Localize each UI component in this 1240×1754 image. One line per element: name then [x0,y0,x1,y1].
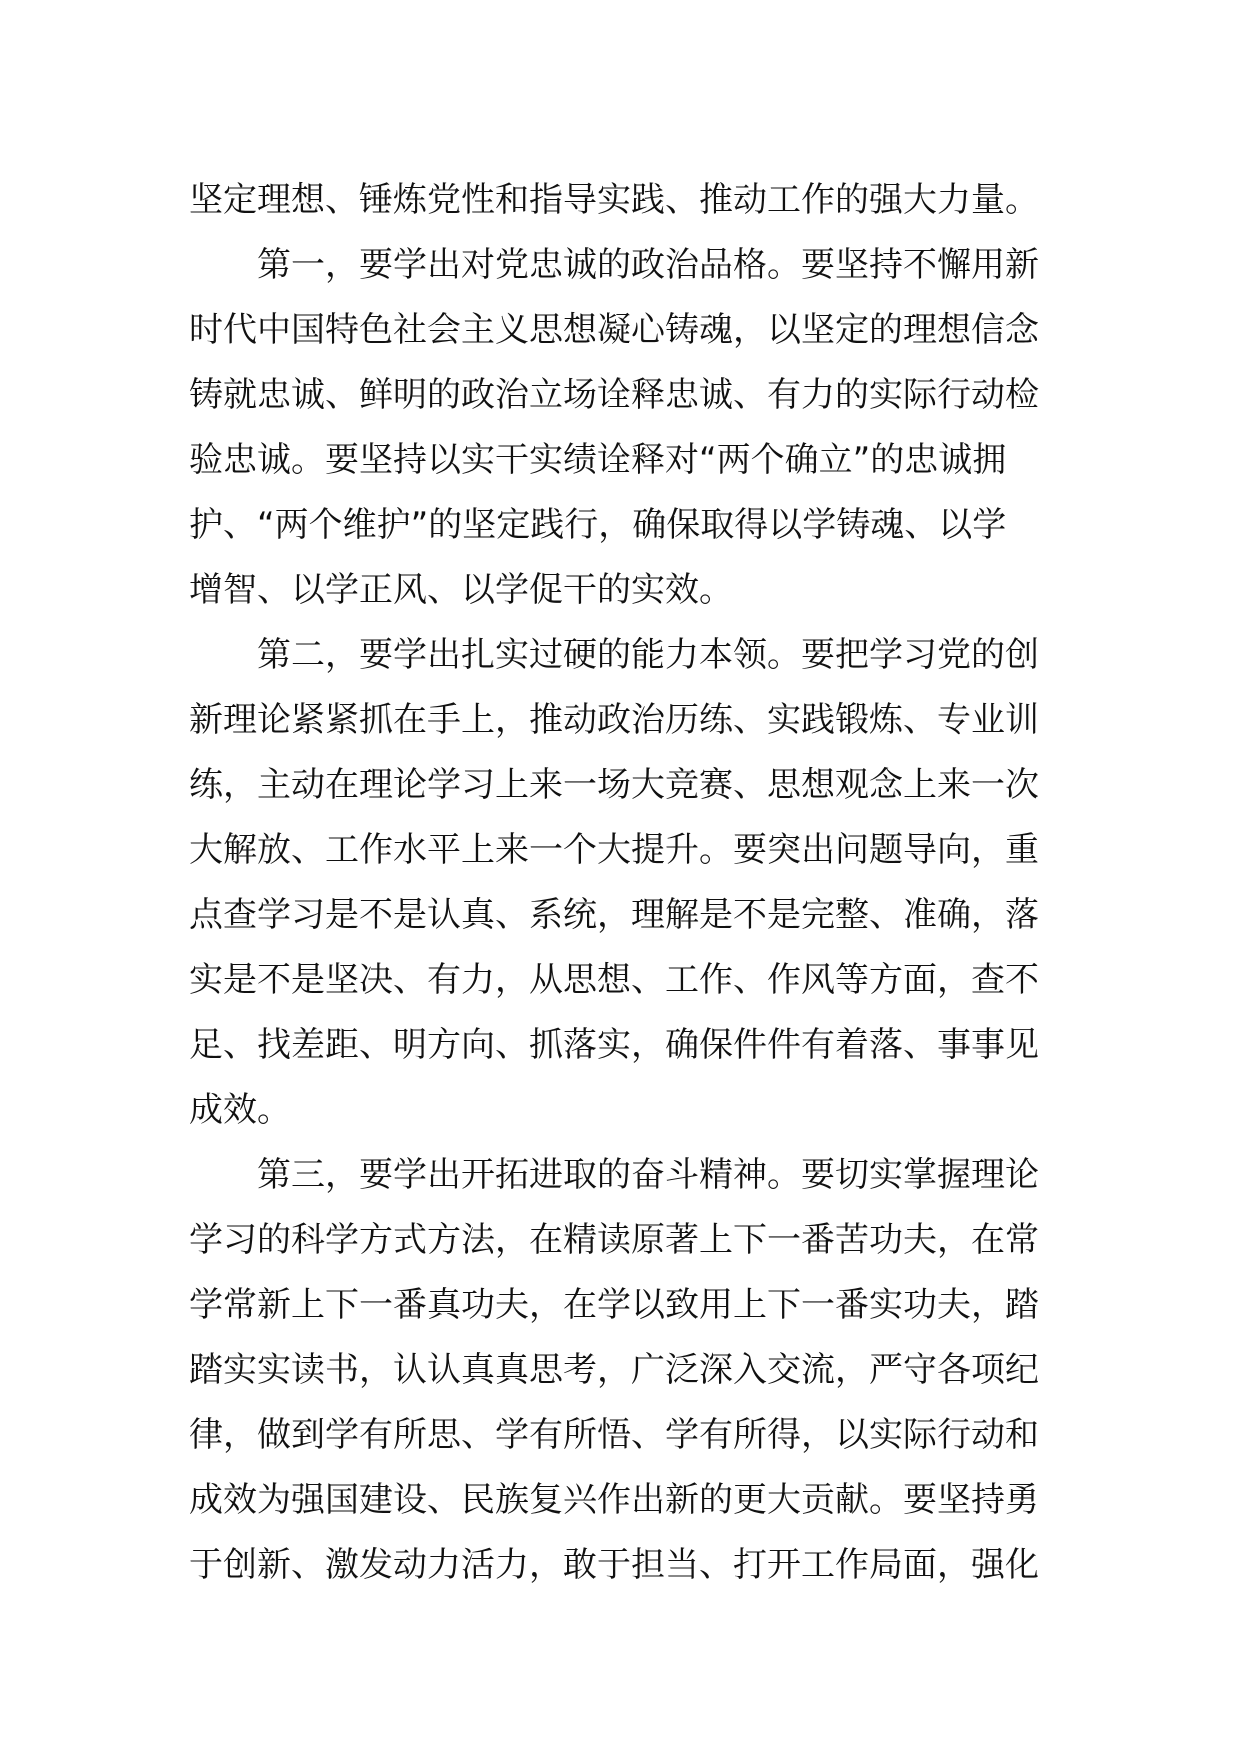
text-line-22: 于创新、激发动力活力，敢于担当、打开工作局面，强化 [189,1545,1039,1585]
text-line-18: 学常新上下一番真功夫，在学以致用上下一番实功夫，踏 [189,1285,1039,1325]
text-line-5: 验忠诚。要坚持以实干实绩诠释对“两个确立”的忠诚拥 [189,440,1007,480]
text-line-3: 时代中国特色社会主义思想凝心铸魂，以坚定的理想信念 [189,310,1039,350]
text-line-13: 实是不是坚决、有力，从思想、工作、作风等方面，查不 [189,960,1039,1000]
paragraph-second-heading-line: 第二，要学出扎实过硬的能力本领。要把学习党的创 [257,635,1039,675]
text-line-7: 增智、以学正风、以学促干的实效。 [189,570,733,610]
text-line-21: 成效为强国建设、民族复兴作出新的更大贡献。要坚持勇 [189,1480,1039,1520]
document-body-text [189,168,1061,1598]
text-line-1: 坚定理想、锤炼党性和指导实践、推动工作的强大力量。 [189,180,1039,220]
text-line-12: 点查学习是不是认真、系统，理解是不是完整、准确，落 [189,895,1039,935]
text-line-6: 护、“两个维护”的坚定践行，确保取得以学铸魂、以学 [189,505,1007,545]
text-line-4: 铸就忠诚、鲜明的政治立场诠释忠诚、有力的实际行动检 [189,375,1039,415]
paragraph-first-heading-line: 第一，要学出对党忠诚的政治品格。要坚持不懈用新 [257,245,1039,285]
paragraph-third-heading-line: 第三，要学出开拓进取的奋斗精神。要切实掌握理论 [257,1155,1039,1195]
text-line-10: 练，主动在理论学习上来一场大竞赛、思想观念上来一次 [189,765,1039,805]
text-line-20: 律，做到学有所思、学有所悟、学有所得，以实际行动和 [189,1415,1039,1455]
text-line-9: 新理论紧紧抓在手上，推动政治历练、实践锻炼、专业训 [189,700,1039,740]
text-line-15: 成效。 [189,1090,291,1130]
text-line-17: 学习的科学方式方法，在精读原著上下一番苦功夫，在常 [189,1220,1039,1260]
text-line-19: 踏实实读书，认认真真思考，广泛深入交流，严守各项纪 [189,1350,1039,1390]
text-line-11: 大解放、工作水平上来一个大提升。要突出问题导向，重 [189,830,1039,870]
text-line-14: 足、找差距、明方向、抓落实，确保件件有着落、事事见 [189,1025,1039,1065]
